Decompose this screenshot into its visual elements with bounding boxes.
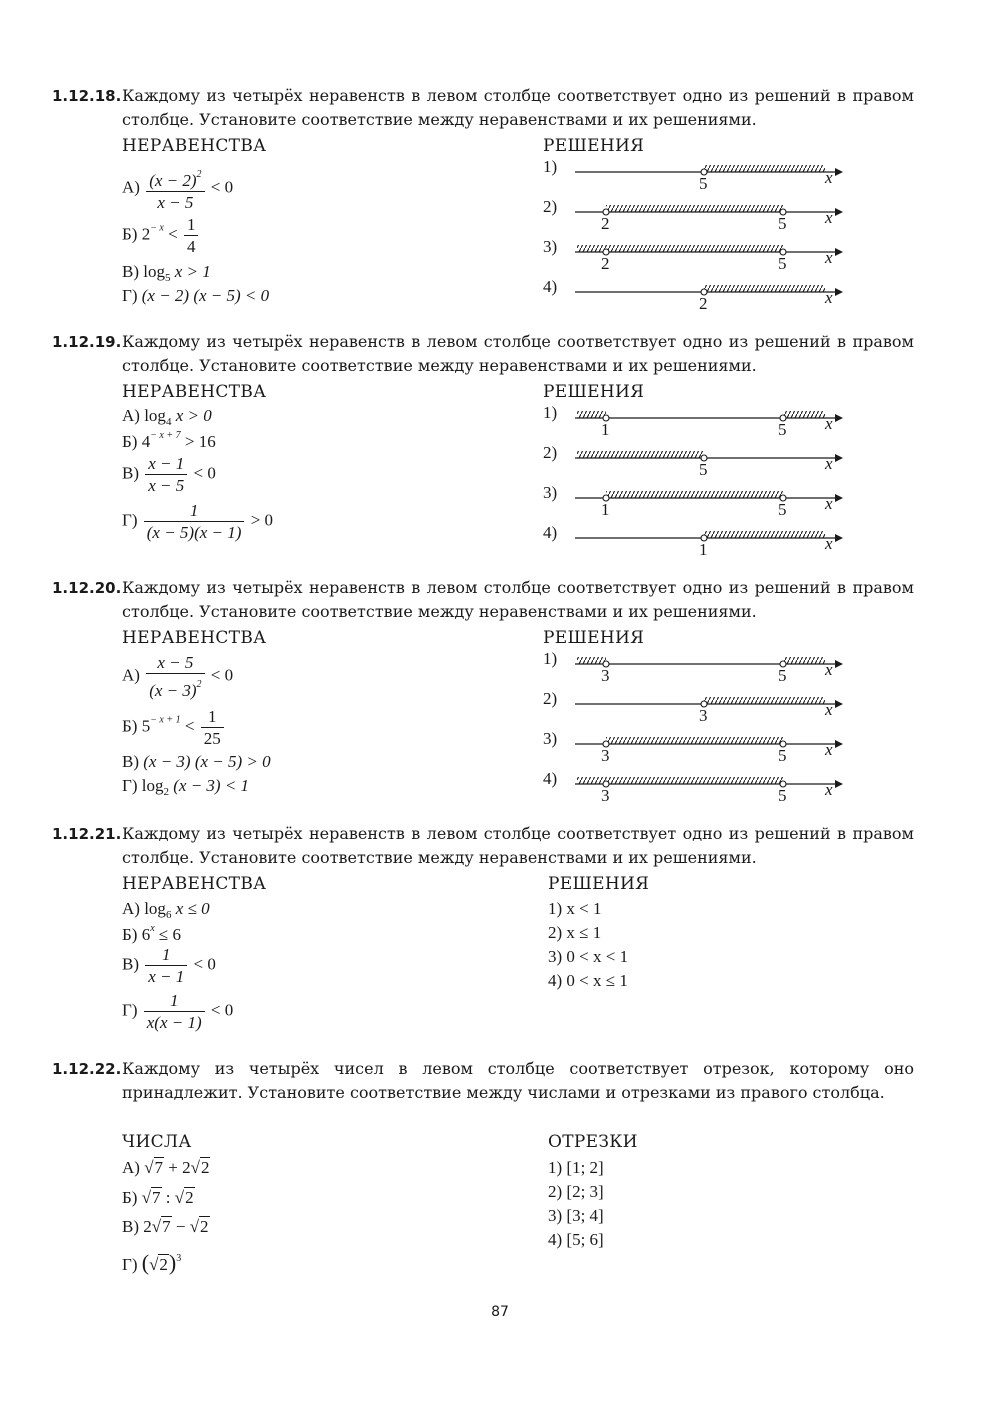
solution-region xyxy=(606,491,783,498)
radicand: 2 xyxy=(200,1158,210,1177)
denominator: x − 1 xyxy=(148,967,185,986)
expression: x ≤ 0 xyxy=(175,899,210,918)
point-label: 5 xyxy=(778,254,787,273)
point-label: 5 xyxy=(778,500,787,519)
inequality-v xyxy=(122,752,271,772)
relation: < xyxy=(168,224,178,244)
relation: > 0 xyxy=(250,510,274,530)
problem-number: 1.12.20. xyxy=(52,579,122,597)
axis-variable: x xyxy=(825,288,833,307)
radicand: 7 xyxy=(162,1217,171,1236)
axis-variable: x xyxy=(825,208,833,227)
left-column-header: НЕРАВЕНСТВА xyxy=(122,136,267,156)
solution-region xyxy=(577,451,704,458)
solution-region xyxy=(783,411,825,418)
item-label: А) xyxy=(122,406,140,425)
axis-variable: x xyxy=(825,740,833,759)
number-a: А) √7 + 2√2 xyxy=(122,1158,210,1177)
operator: − xyxy=(171,1217,190,1236)
exponent: 3 xyxy=(176,1253,182,1264)
solution-number: 1) xyxy=(543,157,558,176)
solution-region xyxy=(704,165,825,172)
solution-region xyxy=(606,205,783,212)
numerator: 1 xyxy=(184,214,199,236)
axis-variable: x xyxy=(825,168,833,187)
inequality-v xyxy=(122,944,216,987)
solution-region xyxy=(577,411,606,418)
inequality-a xyxy=(122,164,233,213)
solution-region xyxy=(704,697,825,704)
point-label: 3 xyxy=(601,666,610,685)
item-label: Г) xyxy=(122,286,138,305)
axis-variable: x xyxy=(825,660,833,679)
item-label: Г) xyxy=(122,1255,138,1274)
solution-3: 3) 0 < x < 1 xyxy=(548,947,629,966)
inequality-g xyxy=(122,286,269,306)
point-label: 1 xyxy=(601,500,610,519)
point-label: 5 xyxy=(778,214,787,233)
inequality-g xyxy=(122,990,233,1033)
item-label: Г) xyxy=(122,1000,138,1020)
solution-number: 2) xyxy=(543,689,558,708)
segment-3: 3) [3; 4] xyxy=(548,1206,604,1225)
fraction xyxy=(145,944,187,987)
inequality-a xyxy=(122,652,233,701)
relation: < 0 xyxy=(193,463,216,483)
denominator: 4 xyxy=(186,237,196,256)
exponent: x xyxy=(150,923,155,934)
numerator: 1 xyxy=(145,944,187,966)
segment-1: 1) [1; 2] xyxy=(548,1158,604,1177)
problem-statement: Каждому из четырёх неравенств в левом столбце соответствует одно из решений в правом столбце. Установите соответствие между неравенствами и их решениями. xyxy=(122,332,914,375)
segment-4: 4) [5; 6] xyxy=(548,1230,604,1249)
numerator: 1 xyxy=(201,706,224,728)
denominator: (x − 3) xyxy=(149,681,197,700)
axis-variable: x xyxy=(825,700,833,719)
item-label: В) xyxy=(122,262,139,281)
item-label: А) xyxy=(122,899,140,918)
operator: + 2 xyxy=(164,1158,191,1177)
relation: > 16 xyxy=(184,432,216,451)
item-label: В) xyxy=(122,1217,139,1236)
arrow-icon xyxy=(835,288,843,296)
point-label: 5 xyxy=(699,460,708,479)
solution-2: 2) x ≤ 1 xyxy=(548,923,602,942)
right-column-header: РЕШЕНИЯ xyxy=(543,136,645,156)
item-label: А) xyxy=(122,665,140,685)
relation: ≤ 6 xyxy=(158,925,181,944)
solution-4: 4) 0 < x ≤ 1 xyxy=(548,971,628,990)
problem-1-12-20 xyxy=(52,576,914,624)
operator: : xyxy=(161,1188,175,1207)
axis-variable: x xyxy=(825,534,833,553)
exponent: − x + 1 xyxy=(150,714,181,726)
denominator: x(x − 1) xyxy=(146,1013,202,1032)
solution-1: 1) x < 1 xyxy=(548,899,602,918)
problem-1-12-18 xyxy=(52,84,914,132)
fraction xyxy=(146,164,204,213)
number-v: В) 2√7 − √2 xyxy=(122,1217,209,1236)
denominator: 25 xyxy=(203,729,221,748)
right-column-header: РЕШЕНИЯ xyxy=(548,874,650,894)
arrow-icon xyxy=(835,208,843,216)
solution-region xyxy=(783,657,825,664)
fraction xyxy=(145,453,187,496)
page-number: 87 xyxy=(491,1304,509,1320)
solution-number: 3) xyxy=(543,237,558,256)
solution-region xyxy=(577,657,606,664)
left-column-header: НЕРАВЕНСТВА xyxy=(122,628,267,648)
exponent: 2 xyxy=(196,169,202,180)
denominator: (x − 5)(x − 1) xyxy=(146,523,242,542)
point-label: 5 xyxy=(778,420,787,439)
problem-number: 1.12.22. xyxy=(52,1060,122,1078)
radicand: 2 xyxy=(159,1255,168,1274)
numerator: x − 1 xyxy=(145,453,187,475)
relation: < 0 xyxy=(193,954,216,974)
solution-number: 1) xyxy=(543,649,558,668)
coefficient: 2 xyxy=(143,1217,152,1236)
solution-number: 4) xyxy=(543,523,558,542)
relation: < 0 xyxy=(210,1000,234,1020)
radicand: 2 xyxy=(185,1188,194,1207)
axis-variable: x xyxy=(825,248,833,267)
expression: x > 1 xyxy=(174,262,211,281)
left-column-header: НЕРАВЕНСТВА xyxy=(122,874,267,894)
arrow-icon xyxy=(835,534,843,542)
numerator: 1 xyxy=(144,500,245,522)
log-base: 6 xyxy=(165,909,172,921)
item-label: Б) xyxy=(122,224,138,244)
problem-statement: Каждому из четырёх неравенств в левом столбце соответствует одно из решений в правом столбце. Установите соответствие между неравенствами и их решениями. xyxy=(122,578,914,621)
arrow-icon xyxy=(835,740,843,748)
point-label: 1 xyxy=(699,540,708,559)
solution-number: 2) xyxy=(543,443,558,462)
arrow-icon xyxy=(835,660,843,668)
item-label: Б) xyxy=(122,925,138,944)
inequality-b xyxy=(122,923,181,945)
exponent: − x xyxy=(150,222,164,234)
solution-number: 2) xyxy=(543,197,558,216)
solution-number: 1) xyxy=(543,403,558,422)
axis-variable: x xyxy=(825,780,833,799)
point-label: 5 xyxy=(778,746,787,765)
problem-statement: Каждому из четырёх чисел в левом столбце соответствует отрезок, которому оно принадлежит. Установите соответствие между числами и отрезками из правого столбца. xyxy=(122,1059,914,1102)
inequality-b xyxy=(122,214,200,257)
relation: < 0 xyxy=(210,177,234,197)
numerator: (x − 2) xyxy=(149,171,197,190)
item-label: В) xyxy=(122,463,139,483)
point-label: 3 xyxy=(601,746,610,765)
relation: < xyxy=(184,716,195,736)
solution-number: 3) xyxy=(543,729,558,748)
log: log xyxy=(143,262,165,281)
item-label: А) xyxy=(122,177,140,197)
arrow-icon xyxy=(835,414,843,422)
expression: (x − 3) (x − 5) > 0 xyxy=(143,752,271,771)
left-column-header: ЧИСЛА xyxy=(122,1132,192,1152)
arrow-icon xyxy=(835,780,843,788)
relation: < 0 xyxy=(210,665,234,685)
arrow-icon xyxy=(835,248,843,256)
solution-number: 4) xyxy=(543,769,558,788)
problem-1-12-21 xyxy=(52,822,914,870)
numerator: x − 5 xyxy=(146,652,204,674)
item-label: А) xyxy=(122,1158,140,1177)
denominator: x − 5 xyxy=(148,476,185,495)
expression: (x − 3) < 1 xyxy=(173,776,250,795)
point-label: 3 xyxy=(601,786,610,805)
arrow-icon xyxy=(835,168,843,176)
solution-region xyxy=(704,285,825,292)
fraction xyxy=(201,706,224,749)
base: 4 xyxy=(141,432,151,451)
denominator: x − 5 xyxy=(157,193,194,212)
right-column-header: РЕШЕНИЯ xyxy=(543,628,645,648)
axis-variable: x xyxy=(825,494,833,513)
numerator: 1 xyxy=(144,990,205,1012)
inequality-v xyxy=(122,262,211,284)
item-label: Г) xyxy=(122,776,138,795)
inequality-v xyxy=(122,453,216,496)
radicand: 7 xyxy=(154,1158,164,1177)
number-g: Г) $(√2)^3$ xyxy=(122,1250,182,1275)
log: log xyxy=(141,776,164,795)
problem-statement: Каждому из четырёх неравенств в левом столбце соответствует одно из решений в правом столбце. Установите соответствие между неравенствами и их решениями. xyxy=(122,824,914,867)
radicand: 2 xyxy=(200,1217,209,1236)
point-label: 5 xyxy=(778,786,787,805)
problem-statement: Каждому из четырёх неравенств в левом столбце соответствует одно из решений в правом столбце. Установите соответствие между неравенствами и их решениями. xyxy=(122,86,914,129)
log: log xyxy=(144,899,166,918)
base: 2 xyxy=(141,224,151,244)
item-label: Б) xyxy=(122,432,138,451)
arrow-icon xyxy=(835,454,843,462)
fraction xyxy=(144,990,205,1033)
log-base: 2 xyxy=(163,786,169,798)
segment-2: 2) [2; 3] xyxy=(548,1182,604,1201)
item-label: Б) xyxy=(122,716,138,736)
item-label: В) xyxy=(122,752,139,771)
inequality-b xyxy=(122,706,226,749)
problem-1-12-22 xyxy=(52,1057,914,1105)
item-label: В) xyxy=(122,954,139,974)
solution-number: 3) xyxy=(543,483,558,502)
base: 6 xyxy=(141,925,151,944)
log-base: 4 xyxy=(165,416,172,428)
inequality-g xyxy=(122,776,249,798)
problem-number: 1.12.19. xyxy=(52,333,122,351)
solution-number: 4) xyxy=(543,277,558,296)
right-column-header: ОТРЕЗКИ xyxy=(548,1132,638,1152)
left-column-header: НЕРАВЕНСТВА xyxy=(122,382,267,402)
log: log xyxy=(144,406,166,425)
arrow-icon xyxy=(835,494,843,502)
problem-1-12-19 xyxy=(52,330,914,378)
arrow-icon xyxy=(835,700,843,708)
point-label: 1 xyxy=(601,420,610,439)
inequality-a xyxy=(122,899,210,921)
axis-variable: x xyxy=(825,414,833,433)
right-column-header: РЕШЕНИЯ xyxy=(543,382,645,402)
solution-region xyxy=(606,737,783,744)
point-label: 2 xyxy=(699,294,708,313)
point-label: 5 xyxy=(778,666,787,685)
problem-number: 1.12.18. xyxy=(52,87,122,105)
number-b: Б) √7 : √2 xyxy=(122,1188,194,1207)
point-label: 2 xyxy=(601,254,610,273)
solution-region xyxy=(704,531,825,538)
exponent: 2 xyxy=(196,679,202,690)
inequality-a xyxy=(122,406,212,428)
axis-variable: x xyxy=(825,454,833,473)
item-label: Б) xyxy=(122,1188,138,1207)
problem-number: 1.12.21. xyxy=(52,825,122,843)
radicand: 7 xyxy=(152,1188,161,1207)
point-label: 2 xyxy=(601,214,610,233)
fraction xyxy=(146,652,204,701)
fraction xyxy=(184,214,199,257)
expression: (x − 2) (x − 5) < 0 xyxy=(141,286,270,305)
inequality-g xyxy=(122,500,273,543)
point-label: 5 xyxy=(699,174,708,193)
point-label: 3 xyxy=(699,706,708,725)
expression: x > 0 xyxy=(175,406,212,425)
inequality-b xyxy=(122,430,216,452)
item-label: Г) xyxy=(122,510,138,530)
fraction xyxy=(144,500,245,543)
log-base: 5 xyxy=(164,272,171,284)
base: 5 xyxy=(141,716,151,736)
exponent: − x + 7 xyxy=(150,430,181,441)
